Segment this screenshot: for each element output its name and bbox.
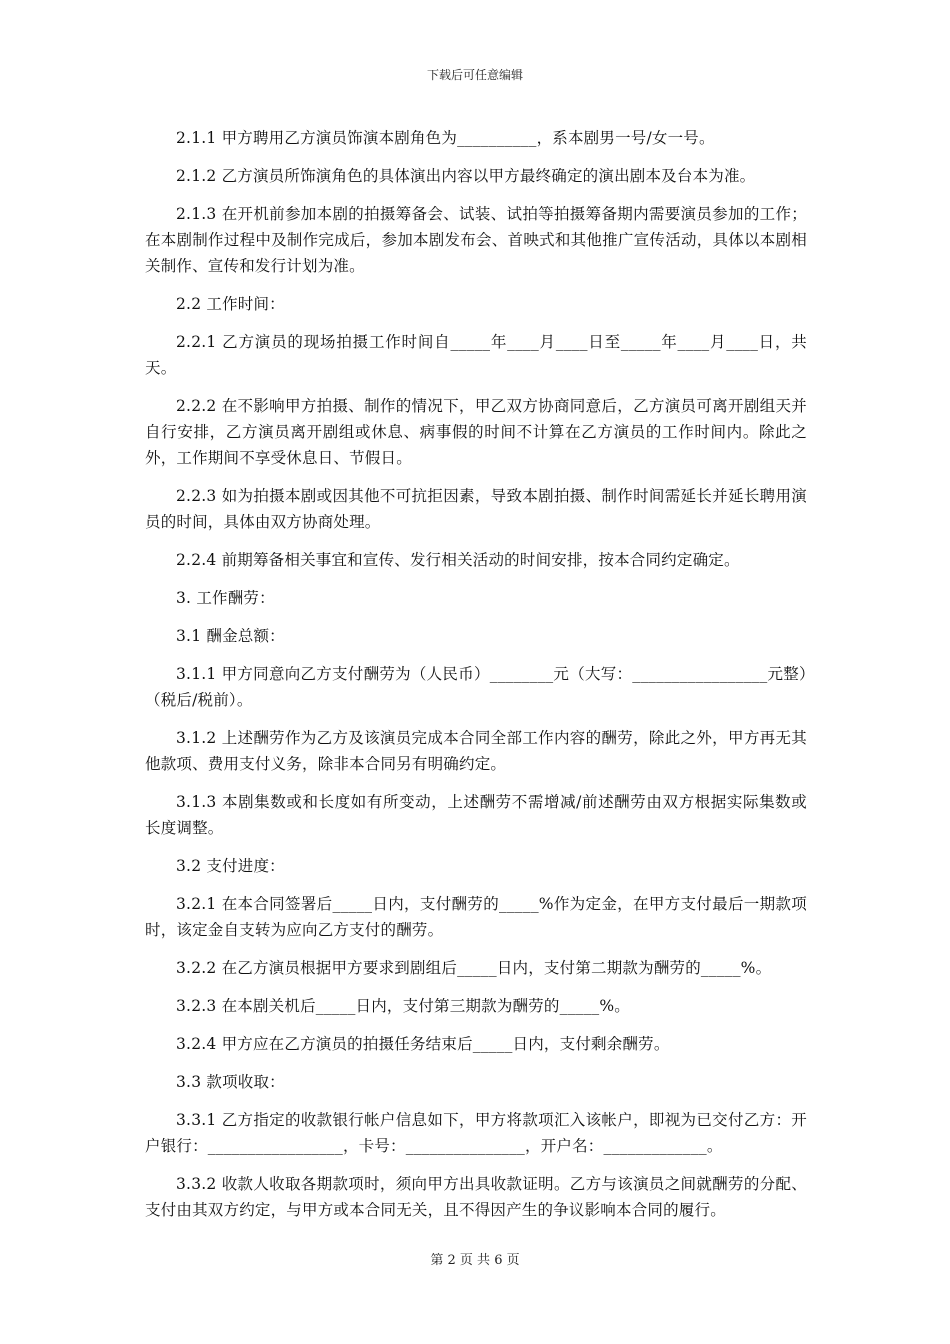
clause-3-2-1: 3.2.1 在本合同签署后_____日内，支付酬劳的_____%作为定金，在甲方支付最后一期款项时，该定金自支转为应向乙方支付的酬劳。 [145,895,807,939]
page-footer: 第 2 页 共 6 页 [430,1253,520,1268]
clause-3-1-2: 3.1.2 上述酬劳作为乙方及该演员完成本合同全部工作内容的酬劳，除此之外，甲方再无其他款项、费用支付义务，除非本合同另有明确约定。 [145,729,807,773]
clause-3-2-4: 3.2.4 甲方应在乙方演员的拍摄任务结束后_____日内，支付剩余酬劳。 [176,1035,670,1053]
clause-2-1-2: 2.1.2 乙方演员所饰演角色的具体演出内容以甲方最终确定的演出剧本及台本为准。 [176,167,756,185]
clause-3-3-2: 3.3.2 收款人收取各期款项时，须向甲方出具收款证明。乙方与该演员之间就酬劳的分配、支付由其双方约定，与甲方或本合同无关，且不得因产生的争议影响本合同的履行。 [145,1175,807,1219]
clause-3-2-3: 3.2.3 在本剧关机后_____日内，支付第三期款为酬劳的_____%。 [176,997,630,1015]
section-3-heading: 3. 工作酬劳： [176,589,275,607]
page-header: 下载后可任意编辑 [426,68,523,82]
document-body [145,125,807,1235]
clause-3-1-3: 3.1.3 本剧集数或和长度如有所变动，上述酬劳不需增减/前述酬劳由双方根据实际集数或长度调整。 [145,793,807,837]
clause-3-1-1: 3.1.1 甲方同意向乙方支付酬劳为（人民币）________元（大写：_________________元整）（税后/税前）。 [145,665,807,709]
clause-3-3-1: 3.3.1 乙方指定的收款银行帐户信息如下，甲方将款项汇入该帐户，即视为已交付乙方：开户银行：_________________，卡号：_______________，开户名：_____________。 [145,1111,807,1155]
section-2-2-heading: 2.2 工作时间： [176,295,285,313]
clause-2-2-1: 2.2.1 乙方演员的现场拍摄工作时间自_____年____月____日至_____年____月____日，共天。 [145,333,807,377]
clause-2-1-1: 2.1.1 甲方聘用乙方演员饰演本剧角色为__________，系本剧男一号/女一号。 [176,129,715,147]
clause-2-2-2: 2.2.2 在不影响甲方拍摄、制作的情况下，甲乙双方协商同意后，乙方演员可离开剧组天并自行安排，乙方演员离开剧组或休息、病事假的时间不计算在乙方演员的工作时间内。除此之外，工作期间不享受休息日、节假日。 [145,397,807,467]
clause-2-2-3: 2.2.3 如为拍摄本剧或因其他不可抗拒因素，导致本剧拍摄、制作时间需延长并延长聘用演员的时间，具体由双方协商处理。 [145,487,807,531]
section-3-3-heading: 3.3 款项收取： [176,1073,285,1091]
clause-2-2-4: 2.2.4 前期筹备相关事宜和宣传、发行相关活动的时间安排，按本合同约定确定。 [176,551,740,569]
section-3-1-heading: 3.1 酬金总额： [176,627,285,645]
section-3-2-heading: 3.2 支付进度： [176,857,285,875]
clause-2-1-3: 2.1.3 在开机前参加本剧的拍摄筹备会、试装、试拍等拍摄筹备期内需要演员参加的工作；在本剧制作过程中及制作完成后，参加本剧发布会、首映式和其他推广宣传活动，具体以本剧相关制作、宣传和发行计划为准。 [145,205,807,275]
clause-3-2-2: 3.2.2 在乙方演员根据甲方要求到剧组后_____日内，支付第二期款为酬劳的_____%。 [176,959,772,977]
